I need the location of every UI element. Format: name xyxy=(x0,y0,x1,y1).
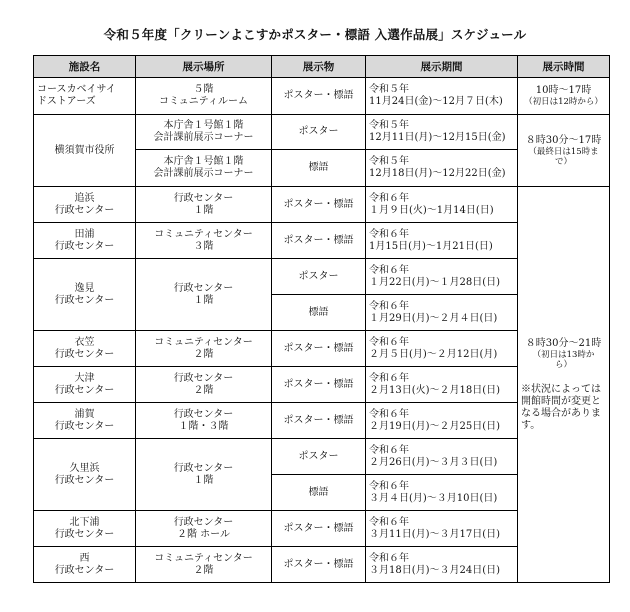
location-cell: コミュニティセンター ２階 xyxy=(136,331,272,367)
header-facility: 施設名 xyxy=(34,56,136,78)
period-cell: 令和５年 12月11日(月)～12月15日(金) xyxy=(366,115,518,150)
exhibit-cell: ポスター・標語 xyxy=(272,78,366,115)
period-cell: 令和６年 ２月19日(月)～２月25日(日) xyxy=(366,403,518,439)
location-cell: 行政センター １階・３階 xyxy=(136,403,272,439)
exhibit-cell: ポスター xyxy=(272,439,366,475)
header-time: 展示時間 xyxy=(518,56,610,78)
facility-cell: 田浦 行政センター xyxy=(34,223,136,259)
period-cell: 令和６年 １月22日(月)～１月28日(日) xyxy=(366,259,518,295)
time-cell: 10時～17時 （初日は12時から） xyxy=(518,78,610,115)
location-cell: 本庁舎１号館１階 会計課前展示コーナー xyxy=(136,150,272,187)
location-cell: 行政センター ２階 ホール xyxy=(136,511,272,547)
location-cell: 行政センター １階 xyxy=(136,439,272,511)
table-row xyxy=(34,187,610,223)
exhibit-cell: ポスター・標語 xyxy=(272,367,366,403)
facility-cell: 衣笠 行政センター xyxy=(34,331,136,367)
period-cell: 令和６年 ２月13日(火)～２月18日(日) xyxy=(366,367,518,403)
exhibit-cell: ポスター・標語 xyxy=(272,331,366,367)
exhibit-cell: ポスター・標語 xyxy=(272,511,366,547)
location-cell: 行政センター １階 xyxy=(136,259,272,331)
period-cell: 令和６年 ３月11日(月)～３月17日(日) xyxy=(366,511,518,547)
facility-cell: 横須賀市役所 xyxy=(34,115,136,187)
exhibit-cell: ポスター xyxy=(272,115,366,150)
facility-cell: 西 行政センター xyxy=(34,547,136,583)
header-location: 展示場所 xyxy=(136,56,272,78)
exhibit-cell: ポスター・標語 xyxy=(272,547,366,583)
page-title: 令和５年度「クリーンよこすかポスター・標語 入選作品展」スケジュール xyxy=(103,27,527,42)
schedule-table xyxy=(33,55,610,583)
period-cell: 令和５年 11月24日(金)～12月７日(木) xyxy=(366,78,518,115)
exhibit-cell: 標語 xyxy=(272,295,366,331)
period-cell: 令和６年 1月15日(月)～1月21日(日) xyxy=(366,223,518,259)
location-cell: コミュニティセンター ２階 xyxy=(136,547,272,583)
exhibit-cell: ポスター xyxy=(272,259,366,295)
exhibit-cell: 標語 xyxy=(272,150,366,187)
exhibit-cell: 標語 xyxy=(272,475,366,511)
facility-cell: コースカベイサイ ドストアーズ xyxy=(34,78,136,115)
facility-cell: 大津 行政センター xyxy=(34,367,136,403)
facility-cell: 久里浜 行政センター xyxy=(34,439,136,511)
period-cell: 令和６年 ２月26日(月)～３月３日(日) xyxy=(366,439,518,475)
period-cell: 令和６年 １月９日(火)～1月14日(日) xyxy=(366,187,518,223)
period-cell: 令和６年 ３月18日(月)～３月24日(日) xyxy=(366,547,518,583)
exhibit-cell: ポスター・標語 xyxy=(272,403,366,439)
facility-cell: 北下浦 行政センター xyxy=(34,511,136,547)
time-cell: ８時30分～21時 （初日は13時か ら） ※状況によっては開館時間が変更となる場合があります。 xyxy=(518,187,610,583)
facility-cell: 追浜 行政センター xyxy=(34,187,136,223)
header-period: 展示期間 xyxy=(366,56,518,78)
time-cell: ８時30分～17時 （最終日は15時ま で） xyxy=(518,115,610,187)
note-text: ※状況によっては開館時間が変更となる場合があります。 xyxy=(521,383,601,431)
facility-cell: 浦賀 行政センター xyxy=(34,403,136,439)
header-exhibit: 展示物 xyxy=(272,56,366,78)
exhibit-cell: ポスター・標語 xyxy=(272,223,366,259)
table-row xyxy=(34,78,610,115)
table-row xyxy=(34,115,610,150)
period-cell: 令和６年 １月29日(月)～２月４日(日) xyxy=(366,295,518,331)
location-cell: 本庁舎１号館１階 会計課前展示コーナー xyxy=(136,115,272,150)
location-cell: コミュニティセンター ３階 xyxy=(136,223,272,259)
location-cell: 行政センター １階 xyxy=(136,187,272,223)
exhibit-cell: ポスター・標語 xyxy=(272,187,366,223)
period-cell: 令和５年 12月18日(月)～12月22日(金) xyxy=(366,150,518,187)
facility-cell: 逸見 行政センター xyxy=(34,259,136,331)
period-cell: 令和６年 ３月４日(月)～３月10日(日) xyxy=(366,475,518,511)
location-cell: 行政センター ２階 xyxy=(136,367,272,403)
location-cell: ５階 コミュニティルーム xyxy=(136,78,272,115)
header-row xyxy=(34,56,610,78)
period-cell: 令和６年 ２月５日(月)～２月12日(月) xyxy=(366,331,518,367)
